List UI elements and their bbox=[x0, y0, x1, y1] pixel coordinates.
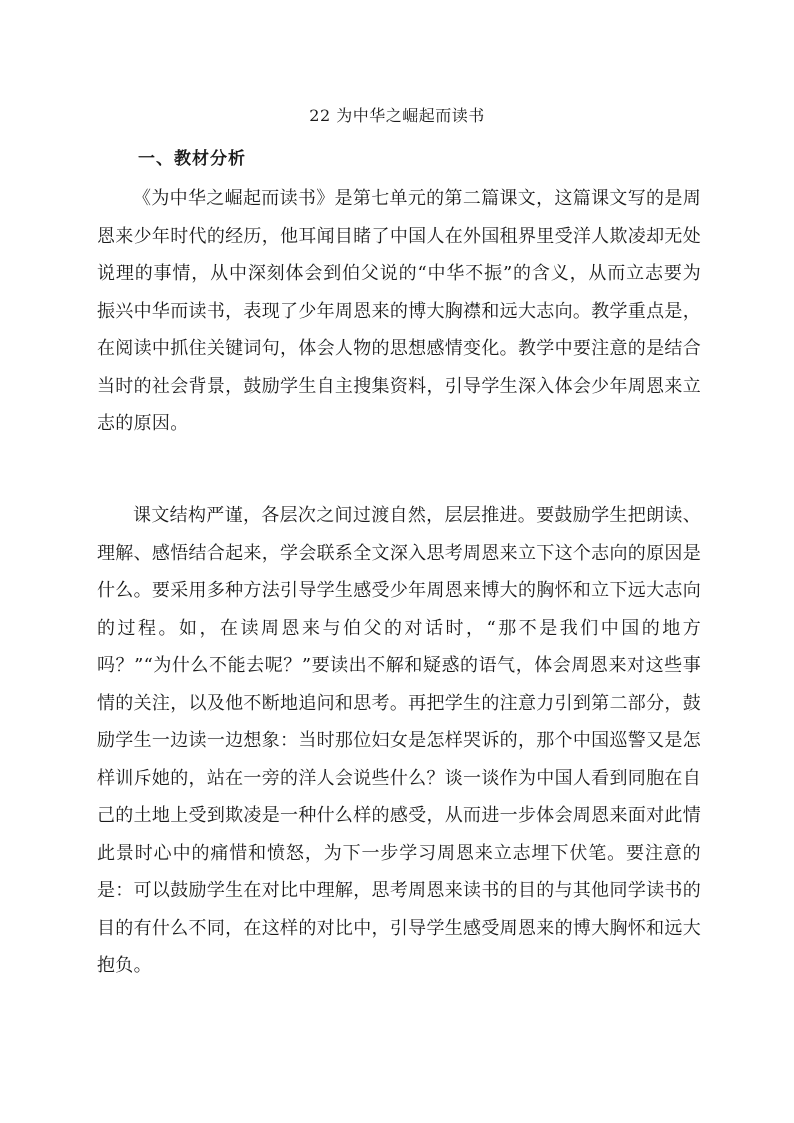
section-heading: 一、教材分析 bbox=[138, 149, 246, 169]
body-paragraph: 《为中华之崛起而读书》是第七单元的第二篇课文，这篇课文写的是周恩来少年时代的经历，他耳闻目睹了中国人在外国租界里受洋人欺凌却无处说理的事情，从中深刻体会到伯父说的“中华不振”的含义，从而立志要为振兴中华而读书，表现了少年周恩来的博大胸襟和远大志向。教学重点是，在阅读中抓住关键词句，体会人物的思想感情变化。教学中要注意的是结合当时的社会背景，鼓励学生自主搜集资料，引导学生深入体会少年周恩来立志的原因。 bbox=[97, 188, 701, 434]
document-title: 22 为中华之崛起而读书 bbox=[309, 106, 485, 125]
body-paragraph: 课文结构严谨，各层次之间过渡自然，层层推进。要鼓励学生把朗读、理解、感悟结合起来，学会联系全文深入思考周恩来立下这个志向的原因是什么。要采用多种方法引导学生感受少年周恩来博大的胸怀和立下远大志向的过程。如，在读周恩来与伯父的对话时，“那不是我们中国的地方吗？”“为什么不能去呢？”要读出不解和疑惑的语气，体会周恩来对这些事情的关注，以及他不断地追问和思考。再把学生的注意力引到第二部分，鼓励学生一边读一边想象：当时那位妇女是怎样哭诉的，那个中国巡警又是怎样训斥她的，站在一旁的洋人会说些什么？谈一谈作为中国人看到同胞在自己的土地上受到欺凌是一种什么样的感受，从而进一步体会周恩来面对此情此景时心中的痛惜和愤怒，为下一步学习周恩来立志埋下伏笔。要注意的是：可以鼓励学生在对比中理解，思考周恩来读书的目的与其他同学读书的目的有什么不同，在这样的对比中，引导学生感受周恩来的博大胸怀和远大抱负。 bbox=[97, 505, 701, 976]
